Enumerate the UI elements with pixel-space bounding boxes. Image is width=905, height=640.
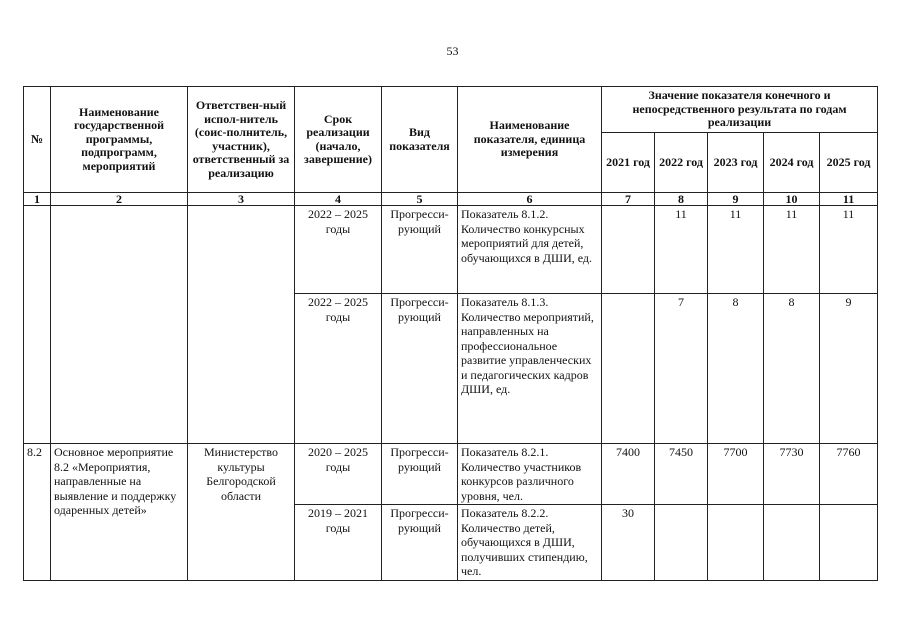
column-number: 7 xyxy=(602,193,655,206)
cell-executor: Министерство культуры Белгородской области xyxy=(188,444,295,581)
cell-program: Основное мероприятие 8.2 «Мероприятия, направленные на выявление и поддержку одаренных детей» xyxy=(51,444,188,581)
cell-value: 7760 xyxy=(820,444,878,505)
column-number: 1 xyxy=(24,193,51,206)
cell-indicator: Показатель 8.1.3. Количество мероприятий, направленных на профессиональное развитие управленческих и педагогических кадров ДШИ, ед. xyxy=(458,294,602,444)
header-year-2021: 2021 год xyxy=(602,133,655,193)
header-program: Наименование государственной программы, подпрограмм, мероприятий xyxy=(51,87,188,193)
cell-indicator: Показатель 8.2.2. Количество детей, обучающихся в ДШИ, получивших стипендию, чел. xyxy=(458,505,602,581)
column-number: 5 xyxy=(382,193,458,206)
cell-value: 8 xyxy=(764,294,820,444)
header-year-2024: 2024 год xyxy=(764,133,820,193)
column-number: 11 xyxy=(820,193,878,206)
cell-term: 2022 – 2025 годы xyxy=(295,206,382,294)
header-row-1 xyxy=(24,87,878,133)
header-year-2023: 2023 год xyxy=(708,133,764,193)
cell-value xyxy=(655,505,708,581)
cell-value xyxy=(820,505,878,581)
cell-value xyxy=(708,505,764,581)
column-number: 2 xyxy=(51,193,188,206)
header-term: Срок реализации (начало, завершение) xyxy=(295,87,382,193)
cell-value xyxy=(602,206,655,294)
cell-num xyxy=(24,206,51,444)
column-number: 9 xyxy=(708,193,764,206)
cell-value: 11 xyxy=(764,206,820,294)
cell-term: 2022 – 2025 годы xyxy=(295,294,382,444)
cell-term: 2020 – 2025 годы xyxy=(295,444,382,505)
cell-kind: Прогресси-рующий xyxy=(382,444,458,505)
column-number: 6 xyxy=(458,193,602,206)
header-year-2025: 2025 год xyxy=(820,133,878,193)
cell-value: 11 xyxy=(820,206,878,294)
cell-executor xyxy=(188,206,295,444)
indicators-table xyxy=(23,86,878,581)
cell-value: 30 xyxy=(602,505,655,581)
header-year-2022: 2022 год xyxy=(655,133,708,193)
header-indicator: Наименование показателя, единица измерения xyxy=(458,87,602,193)
column-numbers-row xyxy=(24,193,878,206)
cell-indicator: Показатель 8.1.2. Количество конкурсных мероприятий для детей, обучающихся в ДШИ, ед. xyxy=(458,206,602,294)
cell-value: 7450 xyxy=(655,444,708,505)
cell-kind: Прогресси-рующий xyxy=(382,294,458,444)
cell-value: 7400 xyxy=(602,444,655,505)
cell-program xyxy=(51,206,188,444)
header-kind: Вид показателя xyxy=(382,87,458,193)
cell-num: 8.2 xyxy=(24,444,51,581)
header-num: № xyxy=(24,87,51,193)
cell-indicator: Показатель 8.2.1. Количество участников конкурсов различного уровня, чел. xyxy=(458,444,602,505)
cell-kind: Прогресси-рующий xyxy=(382,206,458,294)
cell-value: 11 xyxy=(655,206,708,294)
column-number: 3 xyxy=(188,193,295,206)
page-number: 53 xyxy=(446,44,459,58)
column-number: 10 xyxy=(764,193,820,206)
cell-value xyxy=(764,505,820,581)
table-row xyxy=(24,444,878,505)
cell-value: 11 xyxy=(708,206,764,294)
header-executor: Ответствен-ный испол-нитель (соис-полнитель, участник), ответственный за реализацию xyxy=(188,87,295,193)
cell-kind: Прогресси-рующий xyxy=(382,505,458,581)
cell-value: 7 xyxy=(655,294,708,444)
column-number: 4 xyxy=(295,193,382,206)
cell-term: 2019 – 2021 годы xyxy=(295,505,382,581)
cell-value: 7700 xyxy=(708,444,764,505)
table-row xyxy=(24,206,878,294)
cell-value: 9 xyxy=(820,294,878,444)
cell-value xyxy=(602,294,655,444)
cell-value: 8 xyxy=(708,294,764,444)
cell-value: 7730 xyxy=(764,444,820,505)
header-values-group: Значение показателя конечного и непосредственного результата по годам реализации xyxy=(602,87,878,133)
column-number: 8 xyxy=(655,193,708,206)
